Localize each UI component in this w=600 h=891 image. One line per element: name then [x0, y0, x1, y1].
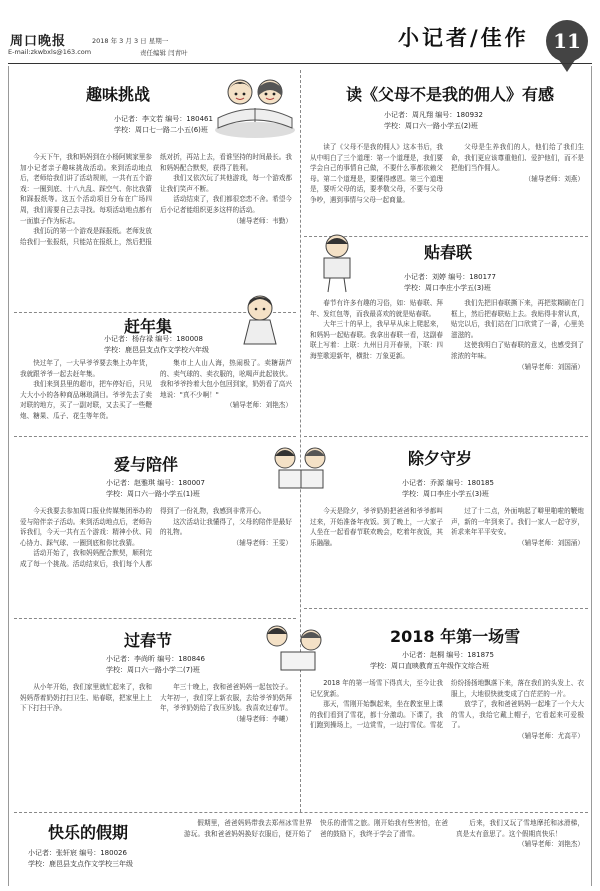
article-body: 假期里，爸爸妈妈带我去郑州冰雪世界游玩。我和爸爸妈妈换好衣服后，便开始了快乐的滑雪之旅。刚开始我有些害怕，在爸爸的鼓励下，我终于学会了滑雪。 后来，我们又玩了雪地摩托和冰滑梯，真是太有意思了。这个假期真快乐！ （辅导老师：刘艳杰） — [184, 819, 584, 849]
masthead — [0, 0, 600, 62]
section-divider — [14, 618, 296, 619]
article-body: 今天下午，我和妈妈到在小杨阿姨家里参加小记者亲子趣味挑战活动。来到活动地点后，老师给我们讲了活动规则，一共有五个游戏：一圈到底、十八九乱、踩空气、你比我猜和踩报纸等。这五个活动项目分布在广场四周，我们需要自己去寻找。每项活动地点都有一面旗子作为标志。 我们玩的第一个游戏是踩报纸。老师发放给我们一张报纸，只能站在报纸上，然后把报纸对折，再站上去，看谁坚持的时间最长。我和妈妈配合默契，获得了胜利。 我们又依次玩了其他游戏，每一个游戏都让我们笑声不断。 活动结束了，我们都很恋恋不舍。希望今后小记者能组织更多这样的活动。 （辅导老师：韦勤） — [20, 153, 292, 246]
article-author: 小记者：杨存禄 编号：180008 — [104, 335, 203, 343]
section-divider — [304, 436, 588, 437]
article-school: 学校：周口六一路小学二(7)班 — [106, 666, 200, 674]
article-title: 贴春联 — [424, 243, 473, 262]
article-body: 从小年开始，我们家里就忙起来了，我和妈妈帮着奶奶打扫卫生、贴春联，把家里上上下下打扫干净。 年三十晚上，我和爸爸妈妈一起包饺子。大年初一，我们穿上新衣服，去给爷爷奶奶拜年，爷爷奶奶给了我压岁钱。我喜欢过春节。 （辅导老师：李曦） — [20, 683, 292, 723]
article-title: 2018 年第一场雪 — [390, 627, 521, 646]
article-title: 爱与陪伴 — [114, 455, 179, 474]
article-school: 学校：周口直映教育五年级作文综合班 — [370, 662, 489, 670]
article-love-and-company — [14, 438, 296, 616]
article-body: 快过年了，一大早爷爷要去集上办年货，我就跟爷爷一起去赶年集。 我们来到县里的超市，把车停好后，只见大大小小的各种商品琳琅满目。爷爷先去了卖对联的地方，买了一副对联，又去买了一些鞭炮、糖果、瓜子、花生等年货。 集市上人山人海，热闹极了。卖糖葫芦的、卖气球的、卖衣服的，吆喝声此起彼伏。我和爷爷拎着大包小包回到家，奶奶看了高兴地说："真不少啊！" （辅导老师：刘艳杰） — [20, 359, 292, 420]
child-with-sign-illustration — [312, 230, 362, 294]
contact-email[interactable]: E-mail:zkwbxls@163.com — [8, 48, 92, 56]
article-title: 除夕守岁 — [408, 449, 473, 468]
article-author: 小记者：李尚昕 编号：180846 — [106, 655, 205, 663]
issue-date: 2018 年 3 月 3 日 星期一 — [92, 37, 169, 45]
section-divider — [14, 436, 296, 437]
article-school: 学校：周口六一路小学五(1)班 — [106, 490, 200, 498]
article-body: 2018 年的第一场雪下得真大，至今让我记忆犹新。 那天，雪刚开始飘起来，坐在教室里上课的我们看到了雪花，都十分激动。下课了，我们跑到操场上，一边赏雪，一边打雪仗。雪花纷纷扬扬地飘落下来，落在我们的头发上、衣服上，大地很快就变成了白茫茫的一片。 放学了，我和爸爸妈妈一起堆了一个大大的雪人，我给它戴上帽子，它看起来可爱极了。 （辅导老师：尤高平） — [310, 679, 584, 740]
article-first-snow — [304, 610, 588, 810]
article-book-review — [304, 70, 588, 234]
article-body: 春节有许多有趣的习俗，如：贴春联、拜年、发红包等，而我最喜欢的就是贴春联。 大年三十的早上，我早早从床上爬起来，和妈妈一起贴春联。我拿出春联一看，这副春联上写着：上联：九州日月开春景，下联：四海笙歌迎新年，横批：万象更新。 我们先把旧春联撕下来，再把浆糊刷在门框上，然后把春联贴上去。我贴得非常认真，贴完以后，我们站在门口欣赏了一番，心里美滋滋的。 这使我明白了贴春联的意义，也感受到了浓浓的年味。 （辅导老师：刘国涌） — [310, 299, 584, 371]
editor-credit: 责任编辑 闫青叶 — [140, 49, 188, 57]
article-author: 小记者：赵桐 编号：181875 — [402, 651, 494, 659]
article-title: 过春节 — [124, 631, 173, 650]
children-reading-illustration — [210, 70, 300, 142]
article-school: 学校：鹿邑县支点作文学校六年级 — [104, 346, 209, 354]
article-school: 学校：周口李庄小学五(3)班 — [404, 284, 491, 292]
article-title: 趣味挑战 — [86, 85, 151, 104]
article-author: 小记者：赵雅琪 编号：180007 — [106, 479, 205, 487]
article-author: 小记者：周凡翔 编号：180932 — [384, 111, 483, 119]
article-title: 赶年集 — [124, 317, 173, 336]
article-author: 小记者：李文若 编号：180461 — [114, 115, 213, 123]
section-divider — [304, 608, 588, 609]
article-happy-holiday — [14, 814, 588, 886]
article-author: 小记者：张轩宸 编号：180026 — [28, 849, 127, 857]
article-body: 今天我要去参加周口报业传媒集团举办的爱与陪伴亲子活动。来到活动地点后，老师告诉我们，今天一共有五个游戏：精神小伙、同心协力、踩气球、一圈到底和你比我猜。 活动开始了，我和妈妈配合默契，顺利完成了每一个挑战。活动结束后，我们每个人都得到了一份礼物，我感到非常开心。 这次活动让我懂得了，父母的陪伴是最好的礼物。 （辅导老师：王雯） — [20, 507, 292, 568]
article-school: 学校：周口李庄小学五(3)班 — [402, 490, 489, 498]
article-author: 小记者：乔源 编号：180185 — [402, 479, 494, 487]
article-body: 今天是除夕，爷爷奶奶把爸爸和爷爷都叫过来，开始准备年夜饭。到了晚上，一大家子人坐在一起看春节联欢晚会，吃着年夜饭，其乐融融。 过了十二点，外面响起了噼里啪啦的鞭炮声，新的一年到来了。我们一家人一起守岁，祈求来年平平安安。 （辅导老师：刘国涌） — [310, 507, 584, 547]
article-author: 小记者：刘婷 编号：180177 — [404, 273, 496, 281]
page-number-badge: 11 — [546, 20, 588, 62]
article-new-years-eve — [304, 438, 588, 606]
article-title: 快乐的假期 — [48, 823, 129, 842]
article-school: 学校：鹿邑县支点作文学校三年级 — [28, 860, 133, 868]
section-divider — [14, 812, 588, 813]
girl-with-bag-illustration — [230, 290, 290, 350]
article-school: 学校：周口六一路小学五(2)班 — [384, 122, 478, 130]
article-spring-festival — [14, 620, 296, 810]
article-title: 读《父母不是我的佣人》有感 — [346, 85, 555, 104]
newspaper-logo: 周口晚报 — [10, 34, 67, 49]
article-school: 学校：周口七一路二小五(6)班 — [114, 126, 208, 134]
article-body: 读了《父母不是我的佣人》这本书后，我从中明白了三个道理：第一个道理是，我们要学会自己的事情自己做，不要什么事都依赖父母。第二个道理是，要懂得感恩。第三个道理是，要听父母的话，要孝敬父母，不要与父母争吵，遇到事情与父母一起商量。 父母是生养我们的人，他们给了我们生命，我们更应该尊重他们、爱护他们，而不是把他们当作佣人。 （辅导老师：刘燕） — [310, 143, 584, 204]
header-rule — [8, 63, 592, 64]
section-title: 小记者/佳作 — [398, 25, 529, 50]
